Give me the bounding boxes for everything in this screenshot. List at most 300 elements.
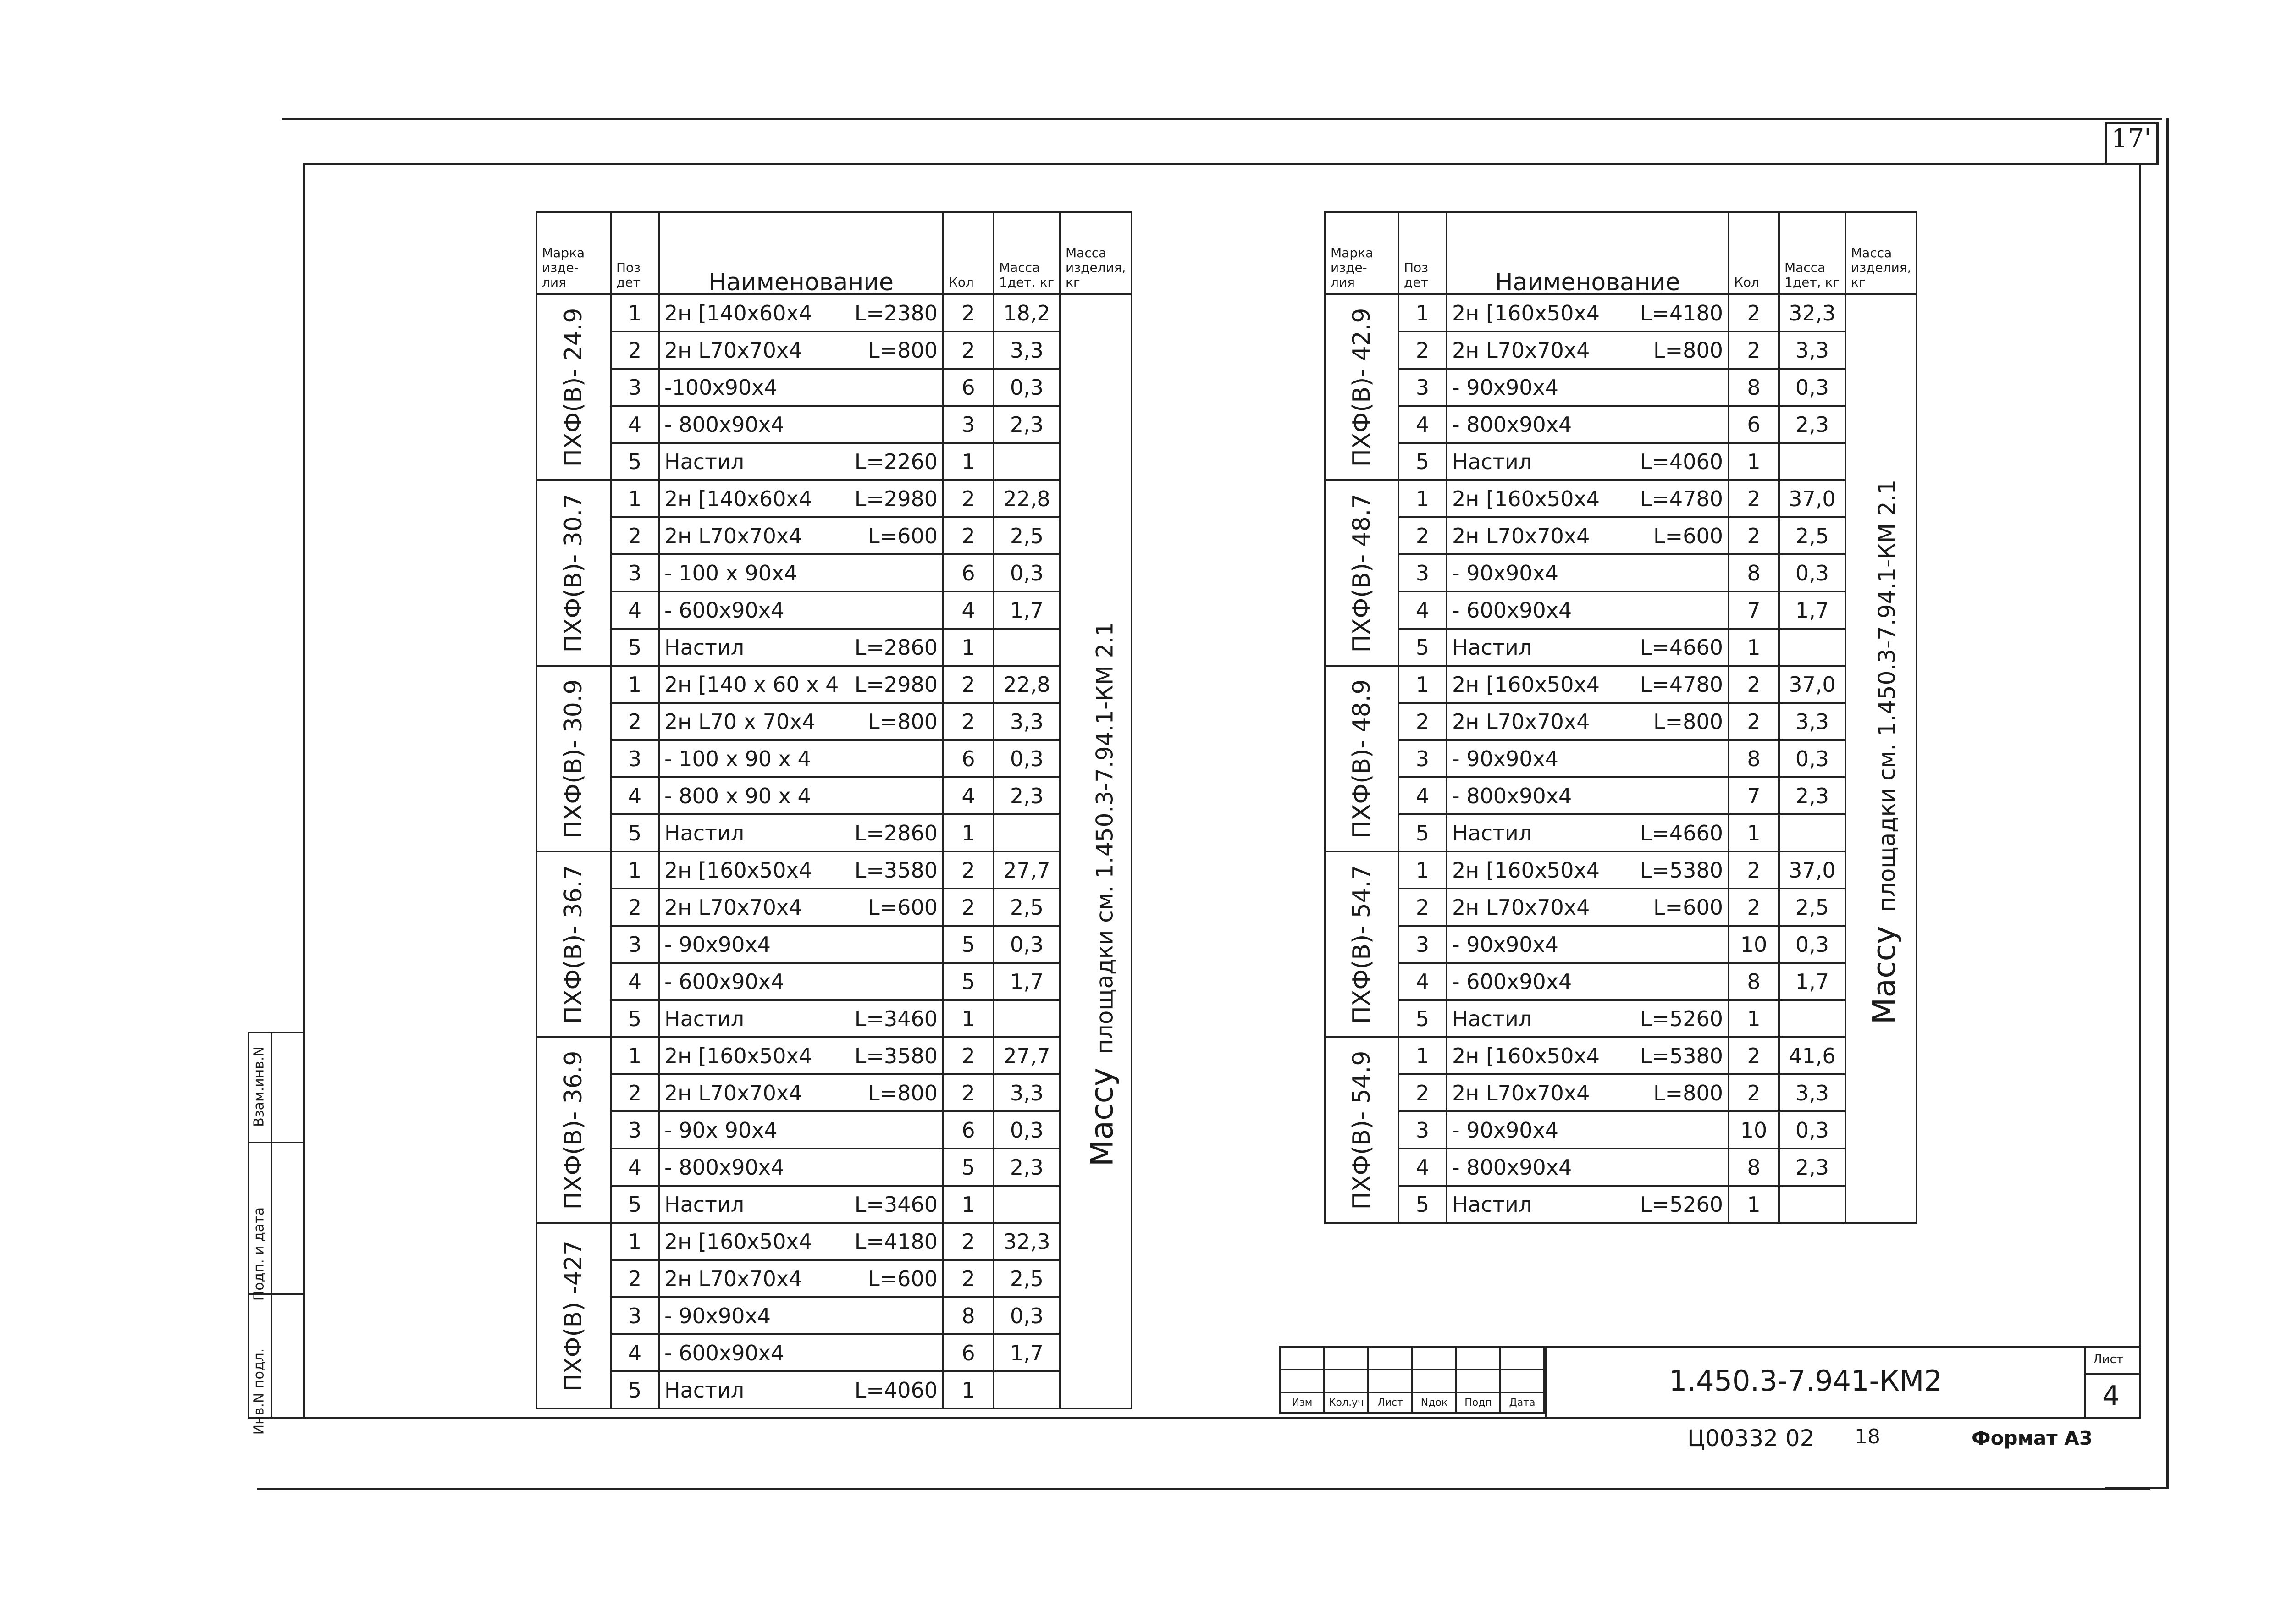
part-length: L=2860 [854, 820, 938, 845]
table-row [1325, 666, 1917, 703]
part-mass [994, 1186, 1060, 1223]
part-pos: 5 [611, 629, 659, 666]
item-mark: ПХФ(В)- 42.9 [1348, 308, 1376, 467]
part-qty: 2 [943, 851, 994, 889]
part-pos: 2 [1398, 703, 1447, 740]
part-name: - 800х90х4 [664, 412, 784, 437]
outer-right-frame [2105, 118, 2169, 1489]
col-header-mass-part: Масса 1дет, кг [1779, 212, 1845, 294]
part-name-cell [659, 926, 943, 963]
left-table-header [536, 212, 1132, 294]
item-mark: ПХФ(В)- 54.7 [1348, 865, 1376, 1024]
part-mass: 1,7 [1779, 963, 1845, 1000]
part-mass: 27,7 [994, 1037, 1060, 1074]
part-pos: 1 [611, 666, 659, 703]
part-mass [994, 814, 1060, 851]
table-row [1325, 1186, 1917, 1223]
table-row [536, 1371, 1132, 1409]
part-mass: 1,7 [994, 963, 1060, 1000]
part-mass: 1,7 [994, 1334, 1060, 1371]
part-qty: 2 [943, 480, 994, 517]
col-header-pos: Поз дет [611, 212, 659, 294]
part-mass: 22,8 [994, 666, 1060, 703]
part-pos: 4 [1398, 591, 1447, 629]
part-pos: 4 [1398, 1149, 1447, 1186]
part-length: L=2260 [854, 449, 938, 474]
part-qty: 1 [943, 1371, 994, 1409]
part-name-cell [659, 666, 943, 703]
part-qty: 2 [1729, 851, 1779, 889]
part-pos: 1 [611, 1223, 659, 1260]
item-mark: ПХФ(В) -427 [560, 1240, 587, 1392]
part-pos: 5 [1398, 443, 1447, 480]
part-name: 2н L70х70х4 [664, 1080, 802, 1105]
table-row [536, 1297, 1132, 1334]
table-row [1325, 294, 1917, 331]
part-qty: 3 [943, 406, 994, 443]
part-length: L=4180 [854, 1229, 938, 1254]
table-row [1325, 1000, 1917, 1037]
part-qty: 6 [943, 554, 994, 591]
side-label-replaced-inv: Взам.инв.N [251, 1046, 267, 1127]
part-length: L=600 [868, 1266, 938, 1291]
part-qty: 2 [1729, 480, 1779, 517]
part-name-cell [659, 1037, 943, 1074]
part-name: - 600х90х4 [664, 1340, 784, 1365]
part-qty: 6 [1729, 406, 1779, 443]
part-mass: 2,5 [994, 517, 1060, 554]
part-name: Настил [1452, 449, 1532, 474]
part-name: - 90х90х4 [1452, 375, 1558, 400]
part-pos: 1 [611, 294, 659, 331]
part-mass [1779, 1186, 1845, 1223]
part-mass [1779, 443, 1845, 480]
table-row [536, 517, 1132, 554]
table-row [536, 369, 1132, 406]
part-mass: 0,3 [1779, 926, 1845, 963]
left-spec-table [536, 211, 1132, 1409]
format-label: Формат А3 [1972, 1427, 2093, 1449]
part-mass [994, 443, 1060, 480]
part-pos: 5 [1398, 1186, 1447, 1223]
part-pos: 2 [1398, 1074, 1447, 1111]
part-name: - 90х90х4 [1452, 560, 1558, 586]
item-mark-cell [536, 480, 611, 666]
part-qty: 2 [1729, 517, 1779, 554]
part-qty: 6 [943, 1111, 994, 1149]
part-pos: 3 [1398, 554, 1447, 591]
part-name: - 90х90х4 [1452, 932, 1558, 957]
part-mass: 1,7 [994, 591, 1060, 629]
part-length: L=5380 [1640, 857, 1723, 883]
part-pos: 5 [611, 1186, 659, 1223]
part-mass: 3,3 [1779, 703, 1845, 740]
part-length: L=800 [1653, 337, 1723, 363]
part-name-cell [1447, 889, 1729, 926]
part-mass: 3,3 [1779, 331, 1845, 369]
part-mass: 37,0 [1779, 480, 1845, 517]
part-mass: 2,5 [994, 1260, 1060, 1297]
part-mass: 41,6 [1779, 1037, 1845, 1074]
part-name-cell [659, 331, 943, 369]
table-row [1325, 554, 1917, 591]
part-qty: 1 [943, 1186, 994, 1223]
table-row [536, 851, 1132, 889]
part-qty: 2 [943, 1074, 994, 1111]
part-name: -100х90х4 [664, 375, 778, 400]
right-table-header [1325, 212, 1917, 294]
part-length: L=800 [1653, 1080, 1723, 1105]
part-length: L=4660 [1640, 820, 1723, 845]
part-pos: 1 [1398, 666, 1447, 703]
part-length: L=2860 [854, 635, 938, 660]
part-length: L=800 [1653, 709, 1723, 734]
table-row [1325, 777, 1917, 814]
part-mass: 0,3 [1779, 740, 1845, 777]
part-name: - 90х 90х4 [664, 1117, 778, 1143]
part-name: 2н L70х70х4 [664, 337, 802, 363]
part-length: L=3580 [854, 857, 938, 883]
part-mass: 2,3 [994, 406, 1060, 443]
part-pos: 3 [611, 1111, 659, 1149]
table-row [536, 740, 1132, 777]
part-name: - 90х90х4 [1452, 1117, 1558, 1143]
part-mass: 37,0 [1779, 851, 1845, 889]
item-mark: ПХФ(В)- 30.7 [560, 493, 587, 652]
part-name-cell [659, 851, 943, 889]
part-name: - 800х90х4 [1452, 412, 1572, 437]
part-name-cell [1447, 517, 1729, 554]
table-row [1325, 889, 1917, 926]
part-name-cell [659, 369, 943, 406]
part-pos: 2 [611, 703, 659, 740]
table-row [536, 591, 1132, 629]
part-name: 2н [160х50х4 [664, 1229, 812, 1254]
part-qty: 2 [943, 666, 994, 703]
part-qty: 1 [1729, 629, 1779, 666]
part-qty: 4 [943, 591, 994, 629]
table-row [536, 1260, 1132, 1297]
part-pos: 1 [1398, 480, 1447, 517]
part-name-cell [659, 406, 943, 443]
part-qty: 10 [1729, 926, 1779, 963]
part-qty: 1 [1729, 443, 1779, 480]
item-mark: ПХФ(В)- 36.7 [560, 865, 587, 1024]
table-row [536, 480, 1132, 517]
part-name-cell [659, 740, 943, 777]
part-name: 2н [160х50х4 [1452, 300, 1600, 326]
table-row [536, 1186, 1132, 1223]
part-qty: 2 [943, 889, 994, 926]
part-qty: 1 [943, 443, 994, 480]
part-name: Настил [1452, 635, 1532, 660]
part-name: Настил [1452, 820, 1532, 845]
part-qty: 2 [1729, 889, 1779, 926]
part-name: Настил [664, 449, 745, 474]
part-name-cell [1447, 963, 1729, 1000]
part-name-cell [1447, 369, 1729, 406]
part-pos: 4 [611, 1334, 659, 1371]
part-name-cell [659, 1111, 943, 1149]
part-pos: 2 [1398, 517, 1447, 554]
part-qty: 2 [943, 703, 994, 740]
part-qty: 7 [1729, 777, 1779, 814]
part-name: 2н [160х50х4 [1452, 857, 1600, 883]
item-mark-cell [536, 1223, 611, 1409]
part-mass: 3,3 [1779, 1074, 1845, 1111]
table-row [536, 926, 1132, 963]
part-name: - 800х90х4 [1452, 783, 1572, 808]
item-mark-cell [536, 1037, 611, 1223]
part-mass: 0,3 [994, 1111, 1060, 1149]
part-name-cell [1447, 1000, 1729, 1037]
col-header-qty: Кол [1729, 212, 1779, 294]
bottom-trim-line [257, 1488, 2150, 1490]
part-pos: 5 [611, 443, 659, 480]
table-row [536, 1074, 1132, 1111]
item-mark-cell [536, 851, 611, 1037]
part-length: L=2380 [854, 300, 938, 326]
part-name-cell [659, 1000, 943, 1037]
part-pos: 3 [1398, 1111, 1447, 1149]
item-mark-cell [1325, 480, 1398, 666]
part-name-cell [1447, 777, 1729, 814]
part-length: L=600 [868, 523, 938, 548]
part-name: - 600х90х4 [1452, 597, 1572, 623]
archive-subnumber: 18 [1855, 1425, 1880, 1448]
table-row [1325, 443, 1917, 480]
part-mass [994, 1000, 1060, 1037]
sheet-box-divider [2084, 1373, 2141, 1375]
part-name-cell [1447, 1037, 1729, 1074]
part-qty: 2 [1729, 1037, 1779, 1074]
corner-number: 17' [2111, 124, 2151, 154]
table-row [1325, 480, 1917, 517]
part-length: L=800 [868, 709, 938, 734]
side-label-inv-original: Инв.N подл. [251, 1348, 267, 1435]
part-mass: 22,8 [994, 480, 1060, 517]
part-name: 2н [140х60х4 [664, 300, 812, 326]
table-row [1325, 926, 1917, 963]
part-length: L=2980 [854, 672, 938, 697]
part-mass [1779, 1000, 1845, 1037]
right-spec-table [1324, 211, 1917, 1224]
table-row [536, 554, 1132, 591]
part-length: L=5260 [1640, 1192, 1723, 1217]
part-name-cell [659, 1186, 943, 1223]
part-name-cell [659, 629, 943, 666]
part-qty: 6 [943, 1334, 994, 1371]
part-name: - 90х90х4 [664, 1303, 771, 1328]
part-name: 2н [160х50х4 [664, 857, 812, 883]
part-name-cell [659, 1371, 943, 1409]
item-mark-cell [536, 666, 611, 851]
part-mass [1779, 629, 1845, 666]
part-pos: 3 [1398, 369, 1447, 406]
part-qty: 2 [943, 1037, 994, 1074]
part-mass: 0,3 [994, 369, 1060, 406]
table-row [1325, 1037, 1917, 1074]
part-qty: 1 [1729, 814, 1779, 851]
part-name-cell [1447, 926, 1729, 963]
table-row [536, 629, 1132, 666]
left-mass-note: Массуплощадки см. 1.450.3-7.94.1-КМ 2.1 [1084, 621, 1121, 1167]
table-row [1325, 517, 1917, 554]
part-name: 2н [160х50х4 [664, 1043, 812, 1068]
part-mass: 2,3 [1779, 777, 1845, 814]
part-name-cell [659, 1074, 943, 1111]
part-length: L=600 [868, 895, 938, 920]
part-mass: 27,7 [994, 851, 1060, 889]
table-row [536, 814, 1132, 851]
part-pos: 2 [611, 331, 659, 369]
part-length: L=3580 [854, 1043, 938, 1068]
part-mass: 37,0 [1779, 666, 1845, 703]
part-name: 2н L70х70х4 [1452, 337, 1590, 363]
part-qty: 2 [943, 1223, 994, 1260]
table-row [1325, 629, 1917, 666]
item-mark-cell [536, 294, 611, 480]
table-row [1325, 703, 1917, 740]
part-name-cell [659, 517, 943, 554]
table-row [1325, 369, 1917, 406]
part-qty: 2 [1729, 1074, 1779, 1111]
part-qty: 5 [943, 1149, 994, 1186]
part-name: Настил [664, 1006, 745, 1031]
part-name: Настил [1452, 1006, 1532, 1031]
part-name-cell [1447, 629, 1729, 666]
col-header-mass-item: Масса изделия, кг [1060, 212, 1132, 294]
item-mark-cell [1325, 851, 1398, 1037]
part-mass: 2,3 [994, 1149, 1060, 1186]
sheet-number: 4 [2102, 1380, 2120, 1412]
part-qty: 8 [1729, 554, 1779, 591]
part-pos: 3 [611, 554, 659, 591]
part-pos: 1 [1398, 851, 1447, 889]
part-pos: 1 [611, 480, 659, 517]
part-mass: 0,3 [994, 1297, 1060, 1334]
table-row [1325, 963, 1917, 1000]
item-mark: ПХФ(В)- 54.9 [1348, 1050, 1376, 1210]
part-length: L=5380 [1640, 1043, 1723, 1068]
part-name-cell [659, 1297, 943, 1334]
part-length: L=5260 [1640, 1006, 1723, 1031]
part-qty: 1 [943, 629, 994, 666]
item-mark: ПХФ(В)- 24.9 [560, 308, 587, 467]
part-name-cell [659, 294, 943, 331]
part-length: L=4060 [1640, 449, 1723, 474]
part-mass: 18,2 [994, 294, 1060, 331]
part-name-cell [659, 591, 943, 629]
part-mass: 32,3 [994, 1223, 1060, 1260]
part-name: Настил [664, 1377, 745, 1403]
part-name: 2н [160х50х4 [1452, 672, 1600, 697]
part-qty: 8 [1729, 963, 1779, 1000]
part-qty: 2 [943, 331, 994, 369]
part-length: L=3460 [854, 1006, 938, 1031]
part-name: Настил [1452, 1192, 1532, 1217]
part-pos: 5 [611, 814, 659, 851]
part-qty: 4 [943, 777, 994, 814]
item-mark: ПХФ(В)- 36.9 [560, 1050, 587, 1210]
part-pos: 5 [611, 1371, 659, 1409]
part-mass: 2,5 [994, 889, 1060, 926]
table-row [536, 703, 1132, 740]
part-pos: 3 [1398, 740, 1447, 777]
part-qty: 2 [1729, 294, 1779, 331]
part-pos: 2 [611, 1260, 659, 1297]
item-mark-cell [1325, 1037, 1398, 1223]
part-qty: 5 [943, 963, 994, 1000]
part-length: L=600 [1653, 895, 1723, 920]
part-name-cell [1447, 851, 1729, 889]
part-mass: 3,3 [994, 331, 1060, 369]
part-mass: 2,3 [1779, 1149, 1845, 1186]
title-col-kol: Кол.уч [1324, 1392, 1368, 1413]
part-qty: 2 [943, 1260, 994, 1297]
part-qty: 1 [943, 1000, 994, 1037]
part-qty: 1 [1729, 1186, 1779, 1223]
item-mark: ПХФ(В)- 30.9 [560, 679, 587, 838]
part-mass: 0,3 [994, 740, 1060, 777]
title-col-ndok: Nдок [1412, 1392, 1456, 1413]
part-pos: 4 [611, 1149, 659, 1186]
table-row [1325, 1149, 1917, 1186]
part-pos: 4 [1398, 406, 1447, 443]
title-block-grid [1279, 1346, 1545, 1414]
sheet-label: Лист [2093, 1353, 2123, 1366]
part-name-cell [1447, 666, 1729, 703]
part-name-cell [659, 1260, 943, 1297]
part-name-cell [1447, 740, 1729, 777]
part-name-cell [1447, 331, 1729, 369]
part-name: 2н [140х60х4 [664, 486, 812, 511]
table-row [1325, 814, 1917, 851]
part-name-cell [659, 1149, 943, 1186]
table-row [1325, 591, 1917, 629]
part-qty: 1 [943, 814, 994, 851]
part-name: Настил [664, 1192, 745, 1217]
part-qty: 2 [1729, 331, 1779, 369]
part-name-cell [659, 1334, 943, 1371]
part-pos: 1 [611, 851, 659, 889]
document-designation: 1.450.3-7.941-КМ2 [1669, 1364, 1942, 1398]
part-pos: 3 [611, 926, 659, 963]
col-header-mark: Марка изде- лия [536, 212, 611, 294]
part-name: 2н [140 х 60 х 4 [664, 672, 839, 697]
part-name-cell [1447, 814, 1729, 851]
part-length: L=3460 [854, 1192, 938, 1217]
part-name: Настил [664, 635, 745, 660]
part-name: 2н L70х70х4 [1452, 709, 1590, 734]
part-pos: 4 [611, 591, 659, 629]
item-mark: ПХФ(В)- 48.9 [1348, 679, 1376, 838]
part-pos: 5 [1398, 1000, 1447, 1037]
part-name: 2н L70х70х4 [664, 523, 802, 548]
part-qty: 8 [1729, 369, 1779, 406]
part-name-cell [1447, 406, 1729, 443]
table-row [1325, 406, 1917, 443]
part-name: - 800х90х4 [664, 1154, 784, 1180]
part-name-cell [659, 554, 943, 591]
part-mass: 32,3 [1779, 294, 1845, 331]
part-qty: 2 [943, 294, 994, 331]
part-mass: 2,3 [1779, 406, 1845, 443]
part-name: 2н L70 х 70х4 [664, 709, 816, 734]
part-pos: 3 [611, 740, 659, 777]
table-row [536, 777, 1132, 814]
part-name-cell [1447, 443, 1729, 480]
